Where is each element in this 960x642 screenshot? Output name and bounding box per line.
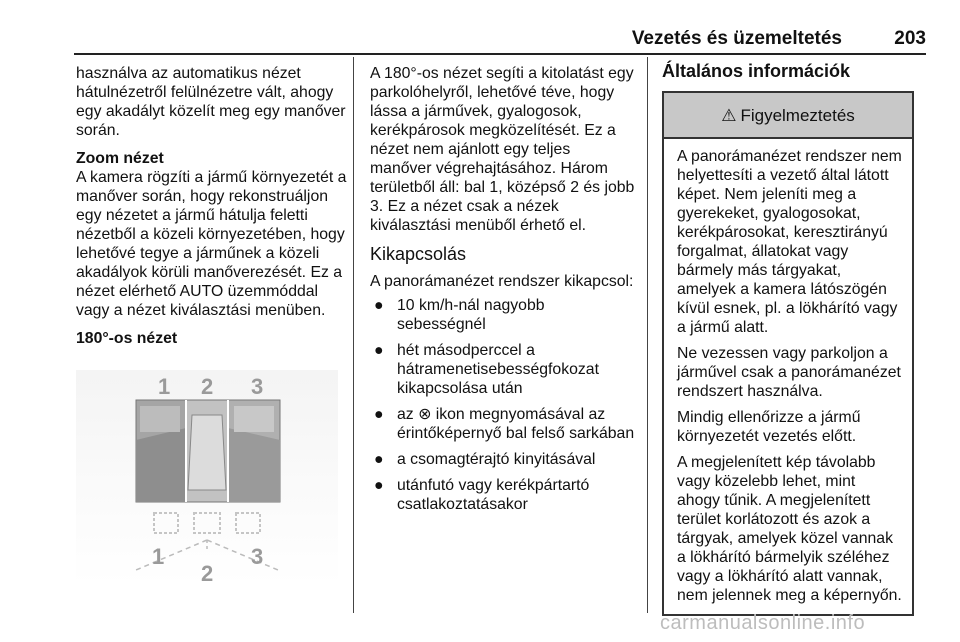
warning-header [664, 93, 912, 139]
bullet-icon: ● [374, 477, 384, 494]
column-3 [662, 62, 928, 616]
list-item: ● 10 km/h-nál nagyobb sebességnél [374, 297, 545, 333]
warning-paragraph: Ne vezessen vagy parkoljon a járművel csak a panorámanézet rendszert használva. [677, 345, 901, 400]
watermark: carmanualsonline.info [660, 612, 866, 634]
figure-label-bottom-1: 1 [152, 544, 165, 569]
bullet-icon: ● [374, 406, 384, 423]
off-heading: Kikapcsolás [370, 244, 467, 264]
page-number: 203 [894, 28, 926, 49]
view-180-heading: 180°-os nézet [76, 330, 178, 347]
bullet-list [370, 296, 636, 514]
warning-paragraph: A panorámanézet rendszer nem helyettesíti a vezető által látott képet. Nem jeleníti meg a gyerekeket, gyalogosokat, kerékpárosokat, keresztirányú forgalmat, állatokat vagy bármely más tárgyakat, amelyek a kamera látószögén kívül esnek, pl. a lökhárító vagy a jármű alatt. [677, 148, 902, 336]
camera-view-illustration [76, 370, 338, 585]
list-item: ● a csomagtérajtó kinyitásával [374, 451, 596, 468]
column-1 [76, 64, 348, 348]
column-2 [370, 64, 636, 521]
warning-triangle-icon: ⚠ [721, 105, 737, 125]
camera-view-figure [76, 370, 338, 585]
general-info-heading: Általános információk [662, 61, 851, 81]
paragraph: használva az automatikus nézet hátulnézetről felülnézetre vált, ahogy egy akadályt közelít meg egy manőver során. [76, 65, 346, 139]
paragraph: A panorámanézet rendszer kikapcsol: [370, 273, 634, 290]
warning-paragraph: Mindig ellenőrizze a jármű környezetét vezetés előtt. [677, 409, 861, 445]
section-title: Vezetés és üzemeltetés [631, 28, 842, 49]
figure-label-bottom-2: 2 [201, 561, 214, 585]
warning-box [662, 91, 914, 616]
column-divider-2 [647, 57, 648, 613]
figure-label-bottom-3: 3 [251, 544, 264, 569]
list-item: ● az ⊗ ikon megnyomásával az érintőképernyő bal felső sarkában [374, 406, 635, 442]
zoom-view-heading: Zoom nézet [76, 150, 164, 167]
list-item: ● hét másodperccel a hátramenetisebességfokozat kikapcsolása után [374, 342, 599, 397]
column-divider-1 [353, 57, 354, 613]
list-item: ● utánfutó vagy kerékpártartó csatlakoztatásakor [374, 477, 590, 513]
bullet-icon: ● [374, 451, 384, 468]
figure-label-top-2: 2 [201, 374, 214, 399]
paragraph: A kamera rögzíti a jármű környezetét a manőver során, hogy rekonstruáljon egy nézetet a jármű hátulja feletti nézetből a közeli környezetében, hogy lehetővé tegye a járműnek a közeli akadályok körüli manőverezését. Ez a nézet elérhető AUTO üzemmóddal vagy a nézet kiválasztási menüben. [76, 169, 347, 319]
bullet-icon: ● [374, 297, 384, 314]
header-rule [74, 53, 926, 55]
paragraph: A 180°-os nézet segíti a kitolatást egy parkolóhelyről, lehetővé téve, hogy lássa a járművek, gyalogosok, kerékpárosok megközelítését. Ez a nézet nem ajánlott egy teljes manőver végrehajtásához. Három területből áll: bal 1, középső 2 és jobb 3. Ez a nézet csak a nézek kiválasztási menüből érhető el. [370, 65, 635, 234]
warning-paragraph: A megjelenített kép távolabb vagy közelebb lehet, mint ahogy tűnik. A megjelenített terület korlátozott és azok a tárgyak, amelyek közel vannak a lökhárító bármelyik széléhez vagy a lökhárító alatt vannak, nem jelennek meg a képernyőn. [677, 454, 902, 604]
warning-title: Figyelmeztetés [740, 105, 855, 125]
bullet-icon: ● [374, 342, 384, 359]
warning-body [664, 139, 912, 614]
page-header [74, 22, 926, 52]
figure-label-top-3: 3 [251, 374, 264, 399]
figure-label-top-1: 1 [158, 374, 171, 399]
